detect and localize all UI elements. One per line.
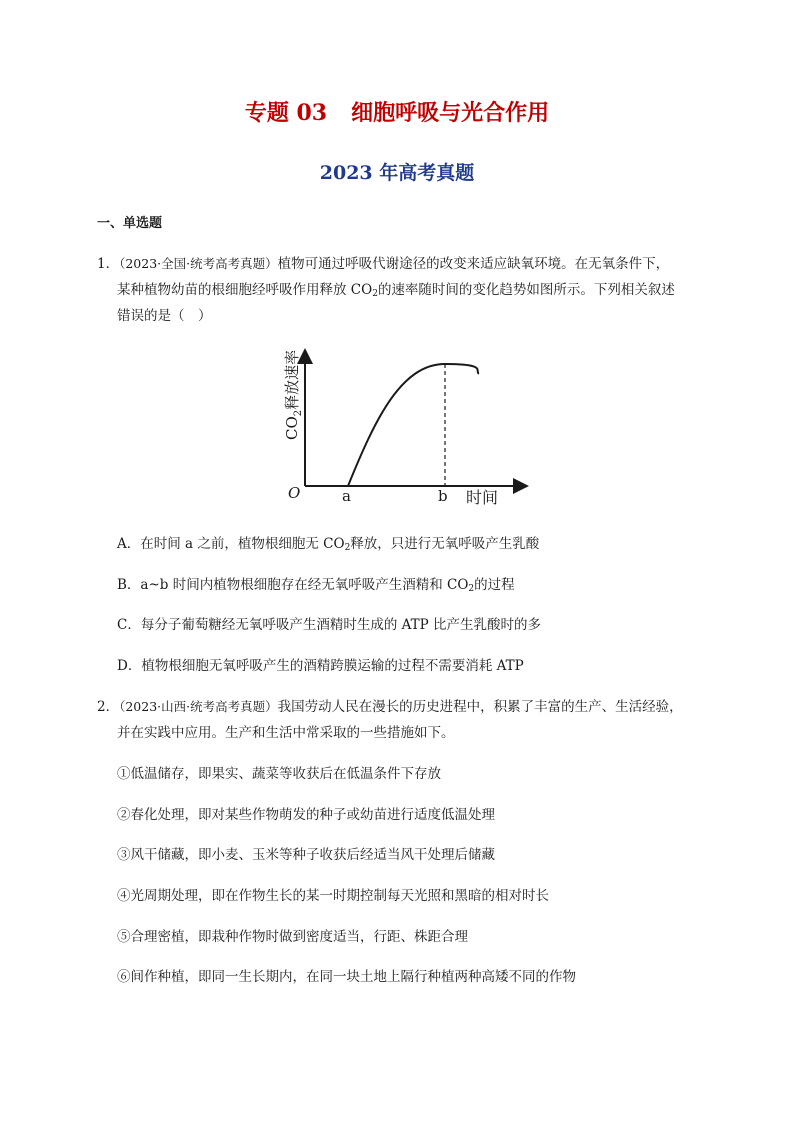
question-1-text-2-sub: 2 (372, 289, 378, 299)
option-A-text-a: A．在时间 a 之前，植物根细胞无 CO (117, 536, 345, 552)
measure-item-3: ③风干储藏，即小麦、玉米等种子收获后经适当风干处理后储藏 (117, 847, 495, 863)
option-C[interactable]: C．每分子葡萄糖经无氧呼吸产生酒精时生成的 ATP 比产生乳酸时的多 (117, 617, 542, 633)
option-B[interactable] (117, 575, 515, 599)
measure-item-2: ②春化处理，即对某些作物萌发的种子或幼苗进行适度低温处理 (117, 807, 495, 823)
question-2-source: （2023·山西·统考高考真题） (119, 699, 278, 714)
option-B-text-b: 的过程 (474, 577, 515, 593)
question-2-text-1: 我国劳动人民在漫长的历史进程中，积累了丰富的生产、生活经验， (277, 699, 683, 715)
question-1-text-2a: 某种植物幼苗的根细胞经呼吸作用释放 CO (117, 282, 373, 298)
question-1-source: （2023·全国·统考高考真题） (119, 256, 278, 271)
question-1-number: 1． (97, 256, 120, 272)
y-axis-label-group (283, 350, 304, 440)
y-axis-label: $CO_2$释放速率 (283, 349, 304, 440)
question-1-text-2b: 的速率随时间的变化趋势如图所示。下列相关叙述 (377, 282, 675, 298)
section-heading: 一、单选题 (97, 216, 163, 231)
question-1-line-3: 错误的是（ ） (117, 308, 212, 324)
option-D[interactable]: D．植物根细胞无氧呼吸产生的酒精跨膜运输的过程不需要消耗 ATP (117, 658, 524, 674)
option-A[interactable] (117, 534, 539, 558)
measure-item-5: ⑤合理密植，即栽种作物时做到密度适当，行距、株距合理 (117, 929, 468, 945)
question-2-line-1 (97, 697, 683, 717)
question-1-text-1: 植物可通过呼吸代谢途径的改变来适应缺氧环境。在无氧条件下， (277, 256, 670, 272)
rate-curve (348, 364, 479, 486)
question-1-line-2 (117, 280, 675, 304)
measure-item-6: ⑥间作种植，即同一生长期内，在同一块土地上隔行种植两种高矮不同的作物 (117, 969, 576, 985)
option-A-sub: 2 (344, 543, 351, 553)
measure-item-4: ④光周期处理，即在作物生长的某一时期控制每天光照和黑暗的相对时长 (117, 888, 549, 904)
title-topic-number: 专题 03 (244, 100, 328, 126)
x-axis-label: 时间 (466, 488, 499, 507)
question-2-number: 2． (97, 699, 120, 715)
respiration-chart (270, 340, 540, 520)
question-2-line-2: 并在实践中应用。生产和生活中常采取的一些措施如下。 (117, 725, 455, 741)
option-B-text-a: B．a~b 时间内植物根细胞存在经无氧呼吸产生酒精和 CO (117, 577, 469, 593)
page-subtitle: 2023 年高考真题 (319, 162, 475, 184)
x-tick-b: b (438, 487, 448, 505)
x-tick-a: a (342, 487, 351, 505)
question-1-line-1 (97, 254, 669, 274)
option-A-text-b: 释放，只进行无氧呼吸产生乳酸 (350, 536, 540, 552)
option-B-sub: 2 (468, 584, 475, 594)
page-title (0, 96, 794, 127)
measure-item-1: ①低温储存，即果实、蔬菜等收获后在低温条件下存放 (117, 766, 441, 782)
title-topic-name: 细胞呼吸与光合作用 (351, 100, 550, 126)
origin-label: O (288, 484, 301, 502)
